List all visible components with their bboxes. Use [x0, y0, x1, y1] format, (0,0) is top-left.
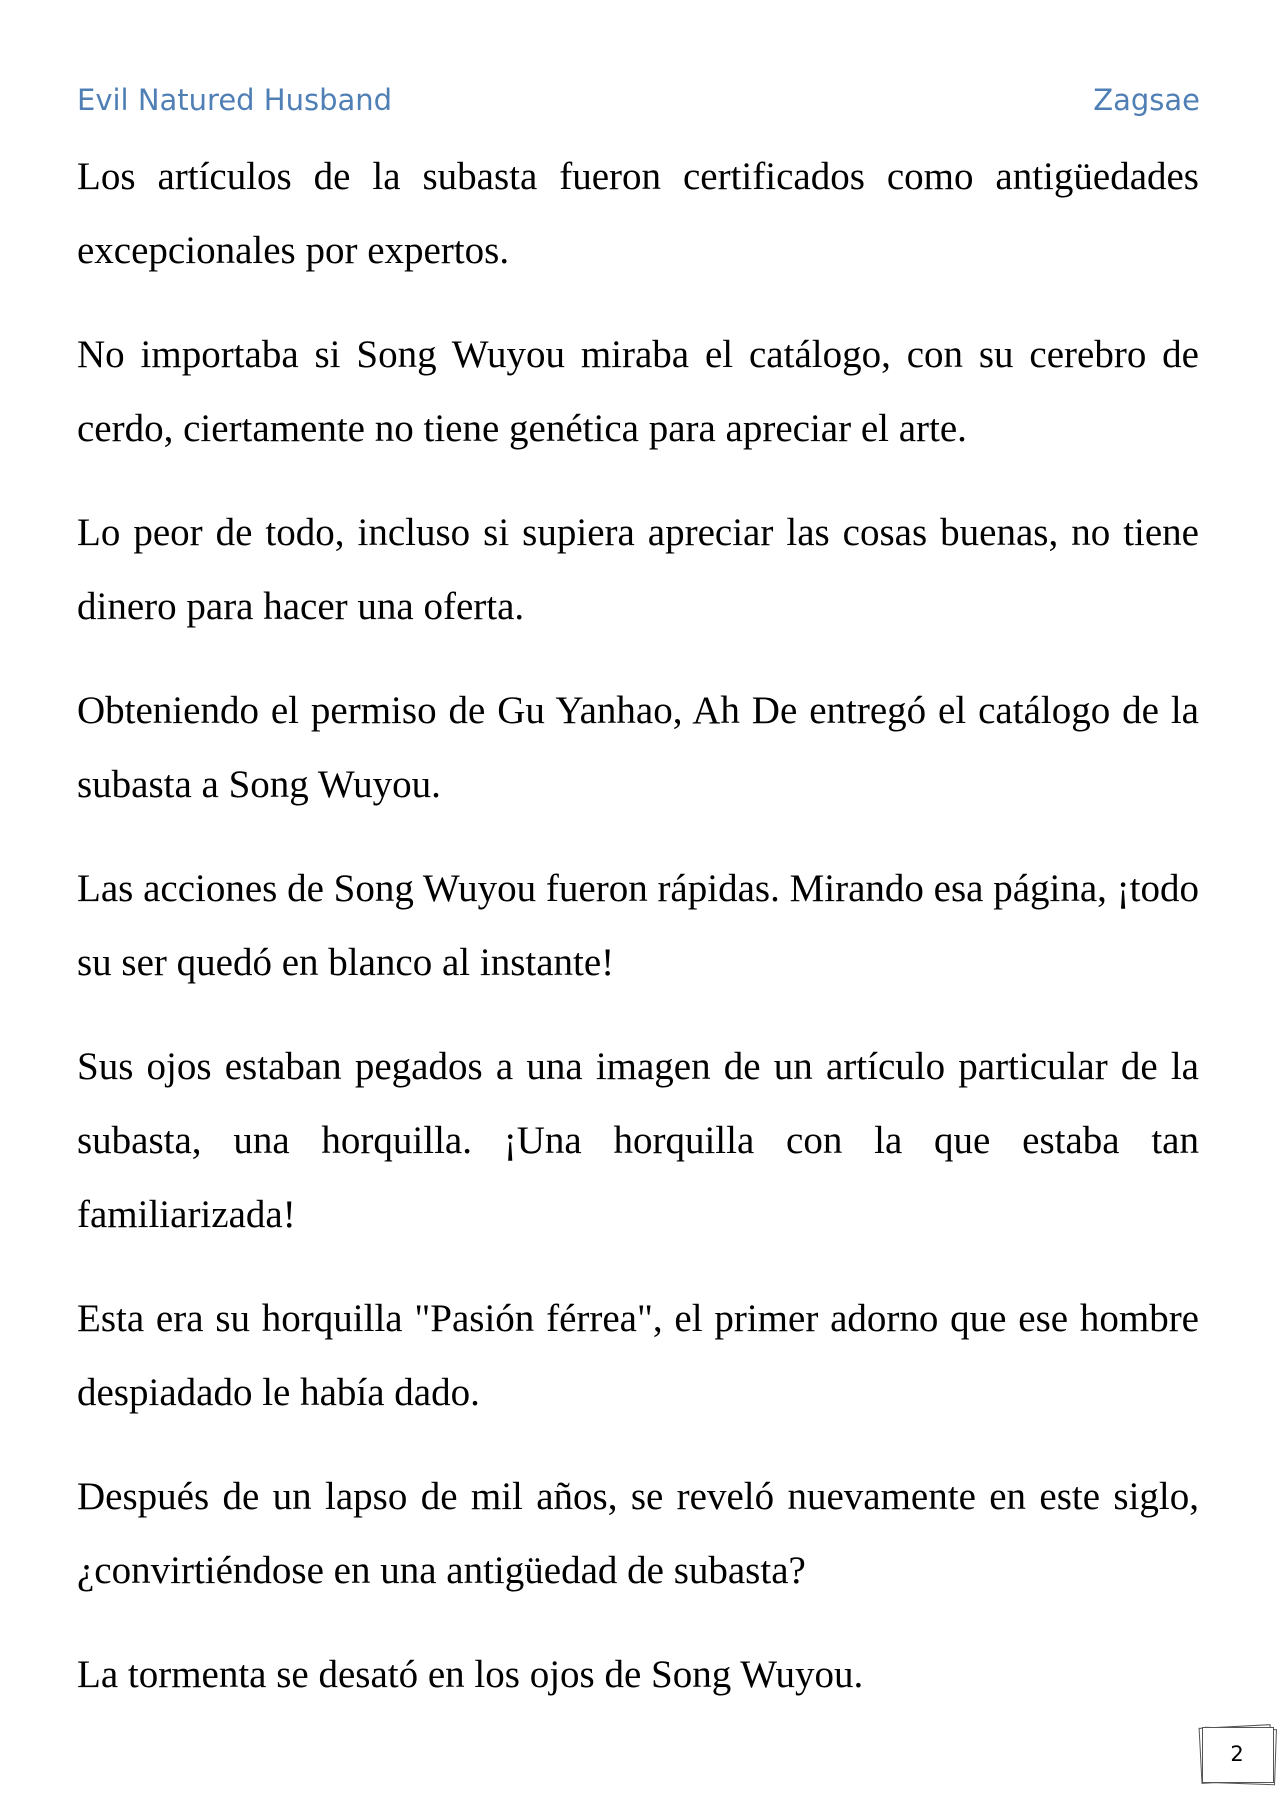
paragraph: Los artículos de la subasta fueron certificados como antigüedades excepcionales por expertos. — [77, 155, 1199, 272]
header-title: Evil Natured Husband — [77, 83, 393, 117]
paragraph: No importaba si Song Wuyou miraba el catálogo, con su cerebro de cerdo, ciertamente no tiene genética para apreciar el arte. — [77, 333, 1199, 450]
page-number: 2 — [1230, 1742, 1244, 1766]
paragraph: Sus ojos estaban pegados a una imagen de un artículo particular de la subasta, una horquilla. ¡Una horquilla con la que estaba tan familiarizada! — [77, 1045, 1199, 1236]
page-number-badge — [1200, 1724, 1276, 1784]
body-text — [77, 140, 1199, 1742]
paragraph: Las acciones de Song Wuyou fueron rápidas. Mirando esa página, ¡todo su ser quedó en blanco al instante! — [77, 867, 1199, 984]
header-author: Zagsae — [1093, 83, 1200, 117]
paragraph: Después de un lapso de mil años, se reveló nuevamente en este siglo, ¿convirtiéndose en una antigüedad de subasta? — [77, 1475, 1199, 1592]
paragraph: Obteniendo el permiso de Gu Yanhao, Ah De entregó el catálogo de la subasta a Song Wuyou. — [77, 689, 1199, 806]
paragraph: Esta era su horquilla "Pasión férrea", el primer adorno que ese hombre despiadado le había dado. — [77, 1297, 1199, 1414]
paragraph: La tormenta se desató en los ojos de Song Wuyou. — [77, 1653, 864, 1696]
page-header — [77, 78, 1200, 122]
paragraph: Lo peor de todo, incluso si supiera apreciar las cosas buenas, no tiene dinero para hacer una oferta. — [77, 511, 1199, 628]
